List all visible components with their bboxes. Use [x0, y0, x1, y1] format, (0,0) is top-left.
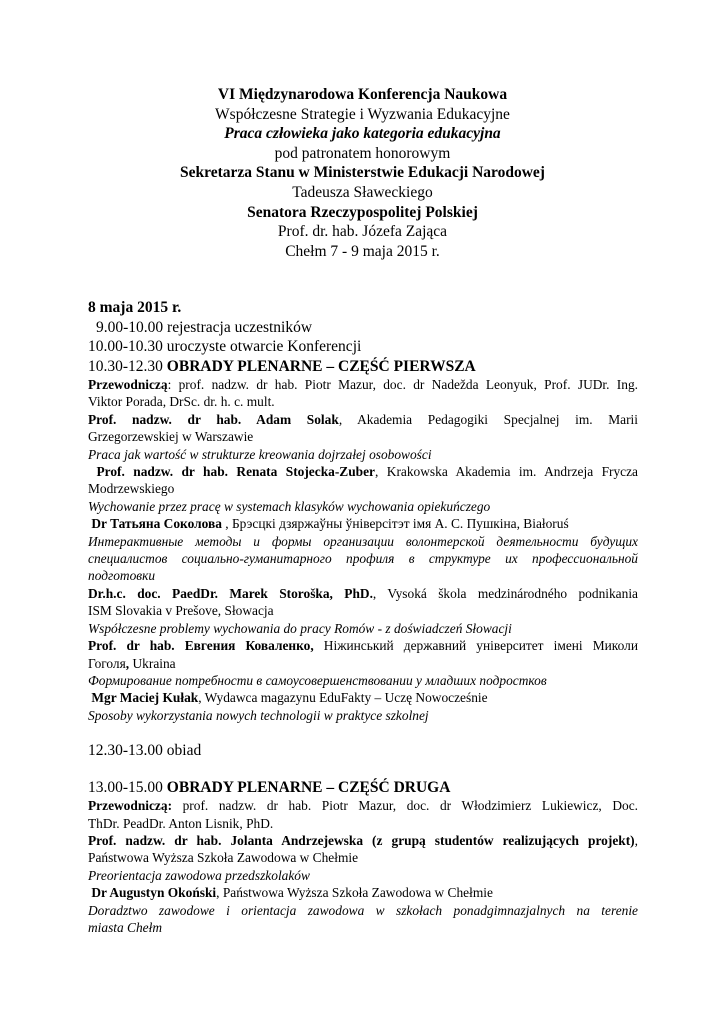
speaker-name: Mgr Maciej Kułak — [91, 690, 199, 706]
talk-title: Współczesne problemy wychowania do pracy Romów - z doświadczeń Słowacji — [88, 620, 512, 636]
patronage-label: pod patronatem honorowym — [274, 144, 451, 162]
speaker-name: Prof. nadzw. dr hab. Jolanta Andrzejewska (z grupą studentów realizujących projekt) — [88, 832, 635, 848]
speaker-affiliation: , Vysoká škola medzinárodného podnikania — [372, 585, 638, 601]
talk-6-speaker — [88, 689, 638, 706]
affiliation-comma: , — [125, 655, 130, 671]
affiliation-part: Гоголя — [88, 655, 126, 671]
speaker-affiliation-cont: ISM Slovakia v Prešove, Słowacja — [88, 603, 274, 619]
talk-5-speaker — [88, 637, 638, 654]
patron-title-2: Senatora Rzeczypospolitej Polskiej — [247, 203, 478, 221]
speaker-name: Prof. nadzw. dr hab. Renata Stojecka-Zuber — [96, 464, 376, 480]
talk-title-cont: подготовки — [88, 568, 156, 584]
speaker-affiliation: , Państwowa Wyższa Szkoła Zawodowa w Chełmie — [216, 885, 493, 901]
affiliation-country: Ukraina — [129, 655, 176, 671]
session-1-title: OBRADY PLENARNE – CZĘŚĆ PIERWSZA — [166, 357, 476, 375]
speaker-affiliation: , Wydawca magazynu EduFakty – Uczę Nowocześnie — [198, 690, 488, 706]
speaker-affiliation-cont — [88, 655, 638, 672]
conference-subtitle: Współczesne Strategie i Wyzwania Edukacyjne — [215, 105, 510, 123]
schedule-registration: 9.00-10.00 rejestracja uczestników — [96, 318, 313, 336]
talk-title: Sposoby wykorzystania nowych technologii w praktyce szkolnej — [88, 707, 429, 723]
patron-name-2: Prof. dr. hab. Józefa Zająca — [277, 223, 448, 241]
talk-title: Wychowanie przez pracę w systemach klasyków wychowania opiekuńczego — [88, 498, 491, 514]
chairs-names-cont: ThDr. PeadDr. Anton Lisnik, PhD. — [88, 815, 274, 831]
session-2-title: OBRADY PLENARNE – CZĘŚĆ DRUGA — [166, 778, 451, 796]
talk-1-speaker — [88, 411, 638, 428]
talk-title-cont: miasta Chełm — [88, 919, 163, 935]
speaker-name: Prof. dr hab. Евгения Коваленко, — [88, 638, 314, 654]
speaker-name: Dr Татьяна Соколова — [91, 516, 222, 532]
talk-8-speaker — [88, 884, 638, 901]
session-2-time: 13.00-15.00 — [88, 778, 163, 796]
session-2-heading — [88, 778, 638, 798]
talk-title: Preorientacja zawodowa przedszkolaków — [88, 867, 310, 883]
speaker-affiliation-cont: Modrzewskiego — [88, 481, 175, 497]
speaker-affiliation: , Krakowska Akademia im. Andrzeja Frycza — [375, 464, 638, 480]
talk-2-speaker — [88, 463, 638, 480]
session-1-time: 10.30-12.30 — [88, 357, 163, 375]
talk-4-speaker — [88, 585, 638, 602]
session-1-heading — [88, 357, 638, 377]
speaker-separator: , — [634, 832, 638, 848]
speaker-name: Dr Augustyn Okoński — [91, 885, 217, 901]
speaker-affiliation: , Брэсцкі дзяржаўны ўніверсітэт імя А. С. Пушкіна, Białoruś — [221, 516, 569, 532]
chairs-names: : prof. nadzw. dr hab. Piotr Mazur, doc. dr Nadežda Leonyuk, Prof. JUDr. Ing. — [167, 377, 638, 392]
session-1-details — [88, 376, 638, 724]
schedule-lunch: 12.30-13.00 obiad — [88, 742, 202, 760]
patron-name-1: Tadeusza Sławeckiego — [292, 183, 433, 201]
patron-title-1: Sekretarza Stanu w Ministerstwie Edukacji Narodowej — [180, 164, 545, 182]
chairs-names: prof. nadzw. dr hab. Piotr Mazur, doc. dr Włodzimierz Lukiewicz, Doc. — [172, 798, 638, 814]
chairs-names-cont: Viktor Porada, DrSc. dr. h. c. mult. — [88, 394, 275, 410]
speaker-affiliation-cont: Grzegorzewskiej w Warszawie — [88, 429, 254, 445]
program-content — [88, 298, 638, 936]
speaker-affiliation: , Akademia Pedagogiki Specjalnej im. Marii — [338, 411, 638, 427]
talk-3-speaker — [88, 515, 638, 532]
schedule-opening: 10.00-10.30 uroczyste otwarcie Konferencji — [88, 338, 362, 355]
session-1-chairs — [88, 376, 638, 393]
speaker-name: Prof. nadzw. dr hab. Adam Solak — [88, 411, 339, 427]
talk-7-speaker — [88, 832, 638, 849]
talk-title: Doradztwo zawodowe i orientacja zawodowa w szkołach ponadgimnazjalnych na terenie — [88, 902, 638, 918]
conference-theme: Praca człowieka jako kategoria edukacyjna — [224, 125, 501, 143]
session-2-chairs — [88, 797, 638, 814]
speaker-affiliation: Ніжинський державний університет імені Миколи — [313, 638, 638, 654]
conference-place-date: Chełm 7 - 9 maja 2015 r. — [285, 242, 440, 260]
speaker-affiliation: Państwowa Wyższa Szkoła Zawodowa w Chełmie — [88, 850, 359, 866]
chairs-label: Przewodniczą: — [88, 798, 173, 814]
conference-title: VI Międzynarodowa Konferencja Naukowa — [217, 86, 508, 103]
talk-title-cont: специалистов социально-гуманитарного профиля в структуре их профессиональной — [88, 551, 638, 567]
day-heading: 8 maja 2015 r. — [88, 299, 182, 316]
chairs-label: Przewodniczą — [88, 377, 168, 392]
conference-header — [90, 85, 635, 261]
talk-title: Формирование потребности в самоусовершенствовании у младших подростков — [88, 672, 547, 688]
speaker-name: Dr.h.c. doc. PaedDr. Marek Storoška, PhD. — [88, 585, 373, 601]
talk-title: Praca jak wartość w strukturze kreowania dojrzałej osobowości — [88, 446, 432, 462]
talk-title: Интерактивные методы и формы организации волонтерской деятельности будущих — [88, 533, 638, 549]
session-2-details — [88, 797, 638, 936]
